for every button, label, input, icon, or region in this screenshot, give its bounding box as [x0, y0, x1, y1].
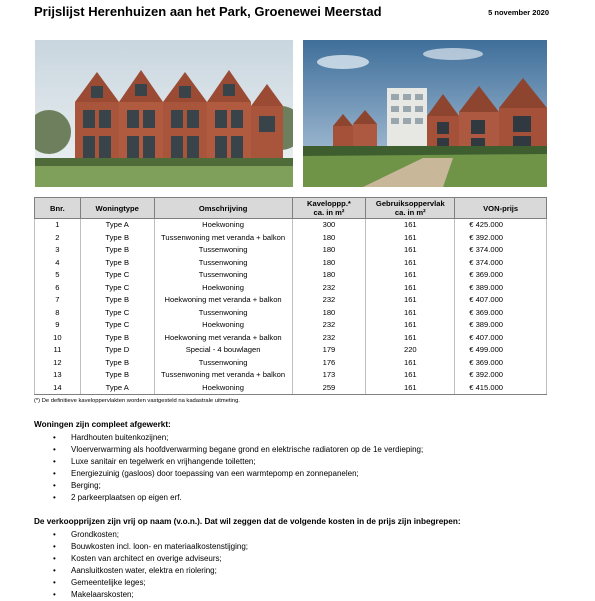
table-row [35, 294, 547, 307]
cell-bnr: 2 [35, 232, 81, 245]
cell-price: € 415.000 [455, 382, 547, 395]
cell-price: € 407.000 [455, 294, 547, 307]
cell-bnr: 13 [35, 369, 81, 382]
list-item [34, 432, 423, 444]
cell-desc: Tussenwoning [154, 269, 292, 282]
cell-price: € 499.000 [455, 344, 547, 357]
col-header-woningtype: Woningtype [80, 198, 154, 219]
list-item [34, 541, 248, 553]
col-header-gebruik-line1: Gebruiksoppervlak [375, 199, 445, 208]
cell-desc: Hoekwoning met veranda + balkon [154, 332, 292, 345]
cell-kavel: 180 [292, 232, 366, 245]
list-item-text: Energiezuinig (gasloos) door toepassing van een warmtepomp en zonnepanelen; [71, 469, 359, 478]
cell-bnr: 11 [35, 344, 81, 357]
cell-kavel: 180 [292, 244, 366, 257]
table-row [35, 269, 547, 282]
list-item [34, 492, 423, 504]
cell-bnr: 3 [35, 244, 81, 257]
bullet-icon: • [53, 542, 56, 551]
bullet-icon: • [53, 457, 56, 466]
cell-gebruik: 161 [366, 232, 455, 245]
table-row [35, 219, 547, 232]
cell-gebruik: 161 [366, 307, 455, 320]
cell-bnr: 4 [35, 257, 81, 270]
price-table [34, 197, 547, 395]
list-item-text: Hardhouten buitenkozijnen; [71, 433, 169, 442]
section-heading-von: De verkoopprijzen zijn vrij op naam (v.o.n.). Dat wil zeggen dat de volgende kosten in de prijs zijn inbegrepen: [34, 517, 461, 526]
col-header-kaveloppervlak [292, 198, 366, 219]
cell-bnr: 7 [35, 294, 81, 307]
cell-price: € 374.000 [455, 244, 547, 257]
cell-price: € 392.000 [455, 232, 547, 245]
cell-price: € 369.000 [455, 307, 547, 320]
cell-bnr: 10 [35, 332, 81, 345]
col-header-kavel-line1: Kaveloppp.* [307, 199, 351, 208]
cell-kavel: 180 [292, 307, 366, 320]
houses-garden-image [303, 40, 547, 187]
list-item [34, 553, 248, 565]
cell-kavel: 300 [292, 219, 366, 232]
cell-type: Type B [80, 232, 154, 245]
table-row [35, 344, 547, 357]
cell-price: € 369.000 [455, 357, 547, 370]
col-header-kavel-line2: ca. in m² [313, 208, 345, 217]
cell-desc: Special - 4 bouwlagen [154, 344, 292, 357]
bullet-icon: • [53, 554, 56, 563]
cell-kavel: 259 [292, 382, 366, 395]
table-row [35, 357, 547, 370]
cell-gebruik: 161 [366, 282, 455, 295]
cell-price: € 389.000 [455, 319, 547, 332]
list-item-text: Berging; [71, 481, 101, 490]
list-item-text: Makelaarskosten; [71, 590, 134, 599]
cell-price: € 389.000 [455, 282, 547, 295]
list-item-text: Vloerverwarming als hoofdverwarming begane grond en elektrische radiatoren op de 1e verdieping; [71, 445, 424, 454]
cell-price: € 369.000 [455, 269, 547, 282]
cell-price: € 392.000 [455, 369, 547, 382]
cell-gebruik: 161 [366, 369, 455, 382]
footnote: (*) De definitieve kaveloppervlakten worden vastgesteld na kadastrale uitmeting. [34, 398, 240, 404]
cell-type: Type A [80, 219, 154, 232]
cell-gebruik: 161 [366, 332, 455, 345]
cell-type: Type B [80, 294, 154, 307]
bullet-icon: • [53, 566, 56, 575]
cell-desc: Tussenwoning met veranda + balkon [154, 232, 292, 245]
col-header-gebruik-line2: ca. in m² [394, 208, 426, 217]
cell-kavel: 232 [292, 282, 366, 295]
cell-bnr: 9 [35, 319, 81, 332]
cell-desc: Tussenwoning [154, 357, 292, 370]
cell-desc: Hoekwoning [154, 382, 292, 395]
list-item-text: Luxe sanitair en tegelwerk en vrijhangende toiletten; [71, 457, 256, 466]
cell-type: Type B [80, 369, 154, 382]
cell-gebruik: 161 [366, 219, 455, 232]
cell-desc: Hoekwoning [154, 282, 292, 295]
page-header [34, 4, 549, 22]
bullet-icon: • [53, 578, 56, 587]
houses-front-image [35, 40, 293, 187]
col-header-von-prijs: VON-prijs [455, 198, 547, 219]
cell-type: Type B [80, 357, 154, 370]
afwerking-list [34, 432, 423, 504]
list-item [34, 589, 248, 601]
table-header-row [35, 198, 547, 219]
list-item-text: Kosten van architect en overige adviseurs; [71, 554, 222, 563]
table-row [35, 257, 547, 270]
list-item [34, 480, 423, 492]
bullet-icon: • [53, 445, 56, 454]
list-item [34, 577, 248, 589]
bullet-icon: • [53, 469, 56, 478]
cell-gebruik: 161 [366, 257, 455, 270]
section-heading-afwerking: Woningen zijn compleet afgewerkt: [34, 420, 171, 429]
cell-type: Type C [80, 269, 154, 282]
table-row [35, 232, 547, 245]
list-item [34, 529, 248, 541]
bullet-icon: • [53, 590, 56, 599]
col-header-gebruiksoppervlak [366, 198, 455, 219]
cell-gebruik: 161 [366, 382, 455, 395]
cell-price: € 425.000 [455, 219, 547, 232]
cell-gebruik: 161 [366, 244, 455, 257]
table-row [35, 332, 547, 345]
bullet-icon: • [53, 530, 56, 539]
cell-type: Type C [80, 282, 154, 295]
cell-kavel: 179 [292, 344, 366, 357]
cell-kavel: 176 [292, 357, 366, 370]
cell-type: Type C [80, 307, 154, 320]
list-item-text: 2 parkeerplaatsen op eigen erf. [71, 493, 182, 502]
list-item [34, 565, 248, 577]
cell-kavel: 232 [292, 294, 366, 307]
bullet-icon: • [53, 493, 56, 502]
list-item-text: Grondkosten; [71, 530, 120, 539]
cell-desc: Tussenwoning [154, 244, 292, 257]
cell-bnr: 8 [35, 307, 81, 320]
cell-bnr: 6 [35, 282, 81, 295]
cell-gebruik: 220 [366, 344, 455, 357]
von-kosten-list [34, 529, 248, 601]
cell-price: € 407.000 [455, 332, 547, 345]
cell-desc: Tussenwoning [154, 307, 292, 320]
cell-gebruik: 161 [366, 357, 455, 370]
col-header-bnr: Bnr. [35, 198, 81, 219]
cell-kavel: 180 [292, 257, 366, 270]
cell-desc: Hoekwoning [154, 219, 292, 232]
cell-gebruik: 161 [366, 269, 455, 282]
cell-price: € 374.000 [455, 257, 547, 270]
table-row [35, 282, 547, 295]
page-title: Prijslijst Herenhuizen aan het Park, Groenewei Meerstad [34, 4, 382, 19]
list-item-text: Bouwkosten incl. loon- en materiaalkostenstijging; [71, 542, 248, 551]
cell-bnr: 12 [35, 357, 81, 370]
table-row [35, 369, 547, 382]
cell-kavel: 232 [292, 332, 366, 345]
cell-desc: Hoekwoning [154, 319, 292, 332]
cell-type: Type C [80, 319, 154, 332]
cell-bnr: 1 [35, 219, 81, 232]
table-row [35, 307, 547, 320]
cell-kavel: 232 [292, 319, 366, 332]
cell-kavel: 173 [292, 369, 366, 382]
table-row [35, 382, 547, 395]
table-row [35, 319, 547, 332]
cell-type: Type B [80, 244, 154, 257]
cell-desc: Tussenwoning met veranda + balkon [154, 369, 292, 382]
bullet-icon: • [53, 481, 56, 490]
list-item [34, 444, 423, 456]
col-header-omschrijving: Omschrijving [154, 198, 292, 219]
list-item [34, 456, 423, 468]
list-item-text: Gemeentelijke leges; [71, 578, 146, 587]
list-item [34, 468, 423, 480]
cell-desc: Tussenwoning [154, 257, 292, 270]
cell-type: Type A [80, 382, 154, 395]
cell-type: Type B [80, 332, 154, 345]
list-item-text: Aansluitkosten water, elektra en riolering; [71, 566, 217, 575]
cell-bnr: 14 [35, 382, 81, 395]
table-row [35, 244, 547, 257]
cell-kavel: 180 [292, 269, 366, 282]
cell-gebruik: 161 [366, 319, 455, 332]
cell-bnr: 5 [35, 269, 81, 282]
bullet-icon: • [53, 433, 56, 442]
cell-desc: Hoekwoning met veranda + balkon [154, 294, 292, 307]
cell-type: Type B [80, 257, 154, 270]
cell-type: Type D [80, 344, 154, 357]
document-date: 5 november 2020 [488, 8, 549, 17]
cell-gebruik: 161 [366, 294, 455, 307]
